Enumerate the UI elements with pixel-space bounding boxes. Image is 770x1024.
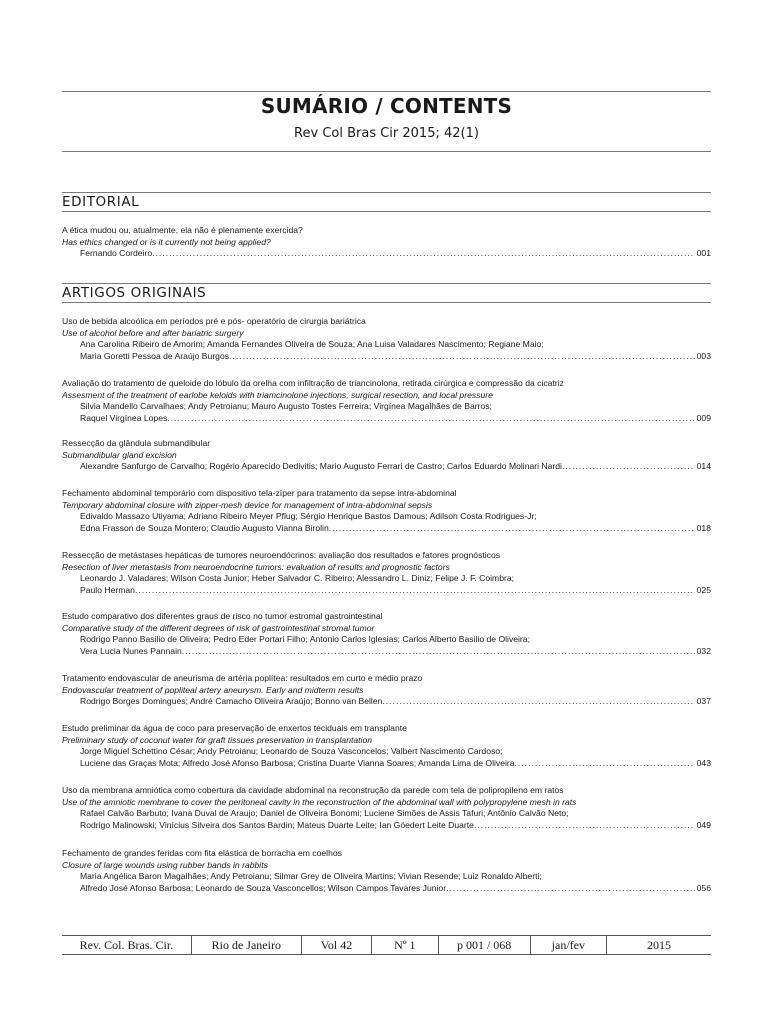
entry-page: 003 — [696, 350, 711, 361]
leader-dots — [446, 883, 695, 895]
entry-title-en: Use of the amniotic membrane to cover the peritoneal cavity in the reconstruction of the abdominal wall with polypropylene mesh in rats — [62, 796, 577, 807]
entry-authors: Alfredo José Afonso Barbosa; Leonardo de Souza Vasconcellos; Wilson Campos Tavares Junior — [80, 882, 447, 893]
articles-bottom-rule — [62, 302, 711, 303]
entry-authors: Alexandre Sanfurgo de Carvalho; Rogério Aparecido Dedivitis; Mario Augusto Ferrari de Castro; Carlos Eduardo Molinari Nardi — [80, 461, 562, 472]
entry-title-pt: Estudo comparativo dos diferentes graus de risco no tumor estromal gastrointestinal — [62, 611, 383, 621]
leader-dots — [474, 820, 695, 832]
editorial-bottom-rule — [62, 211, 711, 212]
leader-dots — [562, 461, 695, 473]
entry-authors: Vera Lucia Nunes Pannain — [80, 645, 182, 656]
entry-page: 009 — [696, 412, 711, 423]
top-rule — [62, 91, 711, 92]
footer-city: Rio de Janeiro — [191, 936, 301, 954]
entry-title-pt: Ressecção de metástases hepáticas de tumores neuroendócrinos: avaliação dos resultados e fatores prognósticos — [62, 550, 501, 560]
entry-title-pt: Uso de bebida alcoólica em períodos pré e pós- operatório de cirurgia bariátrica — [62, 316, 366, 326]
entry-title-en: Preliminary study of coconut water for graft tissues preservation in transplantation — [62, 734, 373, 745]
entry-page: 032 — [696, 645, 711, 656]
leader-dots — [182, 646, 695, 658]
header-bottom-rule — [62, 151, 711, 152]
entry-page: 037 — [696, 696, 711, 707]
journal-footer — [62, 935, 711, 955]
entry-page: 001 — [696, 248, 711, 259]
toc-entry — [62, 550, 711, 596]
entry-authors: Luciene das Graças Mota; Alfredo José Afonso Barbosa; Cristina Duarte Vianna Soares; Amanda Lima de Oliveira — [80, 757, 515, 768]
toc-entry — [62, 611, 711, 657]
leader-dots — [135, 585, 695, 597]
toc-entry — [62, 785, 711, 831]
toc-entry — [62, 673, 711, 708]
entry-page: 049 — [696, 819, 711, 830]
toc-entry — [62, 438, 711, 473]
editorial-top-rule — [62, 192, 711, 193]
footer-journal: Rev. Col. Bras. Cir. — [79, 937, 174, 952]
entry-title-pt: Avaliação do tratamento de queloide do lóbulo da orelha com infiltração de triancinolona, retirada cirúrgica e compressão da cicatriz — [62, 378, 564, 388]
entry-authors: Silvia Mandello Carvalhaes; Andy Petroianu; Mauro Augusto Tostes Ferreira; Virgínea Magalhães de Barros; — [80, 401, 492, 412]
leader-dots — [515, 758, 695, 770]
toc-entry — [62, 378, 711, 424]
entry-title-pt: Ressecção da glândula submandibular — [62, 438, 211, 448]
entry-authors: Ana Carolina Ribeiro de Amorim; Amanda Fernandes Oliveira de Souza; Ana Luisa Valadares Nascimento; Regiane Maio; — [80, 339, 544, 350]
leader-dots — [382, 696, 694, 708]
toc-entry — [62, 316, 711, 362]
toc-entry — [62, 723, 711, 769]
section-title-editorial: EDITORIAL — [62, 194, 140, 210]
footer-volume: Vol 42 — [301, 936, 371, 954]
entry-title-pt: Tratamento endovascular de aneurisma de artéria poplítea: resultados em curto e médio prazo — [62, 673, 423, 683]
entry-authors: Rafael Calvão Barbuto; Ivana Duval de Araujo; Daniel de Oliveira Bonomi; Luciene Simões de Assis Tafuri; Antônio Calvão Neto; — [80, 808, 569, 819]
entry-authors: Leonardo J. Valadares; Wilson Costa Junior; Heber Salvador C. Ribeiro; Alessandro L. Diniz; Felipe J. F. Coimbra; — [80, 573, 515, 584]
entry-title-en: Submandibular gland excision — [62, 449, 177, 460]
footer-number: Nº 1 — [371, 936, 437, 954]
entry-title-pt: Uso da membrana amniótica como cobertura da cavidade abdominal na reconstrução da parede com tela de polipropileno em ratos — [62, 785, 564, 795]
entry-page: 025 — [696, 584, 711, 595]
footer-months: jan/fev — [530, 936, 606, 954]
entry-page: 018 — [696, 522, 711, 533]
leader-dots — [229, 351, 695, 363]
entry-title-pt: A ética mudou ou, atualmente, ela não é plenamente exercida? — [62, 225, 303, 235]
entry-title-en: Closure of large wounds using rubber bands in rabbits — [62, 859, 268, 870]
toc-entry — [62, 225, 711, 260]
footer-year: 2015 — [606, 936, 711, 954]
entry-authors: Edna Frasson de Souza Montero; Claudio Augusto Vianna Birolin — [80, 522, 329, 533]
entry-authors: Rodrigo Panno Basilio de Oliveira; Pedro Eder Portari Filho; Antonio Carlos Iglesias; Carlos Alberto Basilio de Oliveira; — [80, 634, 530, 645]
entry-title-pt: Estudo preliminar da água de coco para preservação de enxertos teciduais em transplante — [62, 723, 407, 733]
entry-authors: Fernando Cordeiro — [80, 248, 153, 259]
entry-page: 056 — [696, 882, 711, 893]
entry-title-en: Comparative study of the different degrees of risk of gastrointestinal stromal tumor — [62, 622, 375, 633]
entry-title-en: Resection of liver metastasis from neuroendocrine tumors: evaluation of results and prognostic factors — [62, 561, 450, 572]
entry-title-pt: Fechamento de grandes feridas com fita elástica de borracha em coelhos — [62, 848, 342, 858]
entry-page: 014 — [696, 461, 711, 472]
toc-entry — [62, 848, 711, 894]
leader-dots — [152, 248, 695, 260]
entry-title-en: Assesment of the treatment of earlobe keloids with triamcinolone injections, surgical resection, and local pressure — [62, 389, 493, 400]
entry-authors: Raquel Virgínea Lopes — [80, 412, 168, 423]
entry-title-en: Has ethics changed or is it currently not being applied? — [62, 236, 271, 247]
entry-authors: Edivaldo Massazo Utiyama; Adriano Ribeiro Meyer Pflug; Sérgio Henrique Bastos Damous; Adilson Costa Rodrigues-Jr; — [80, 511, 537, 522]
articles-top-rule — [62, 283, 711, 284]
entry-authors: Jorge Miguel Schettino César; Andy Petroianu; Leonardo de Souza Vasconcelos; Valbert Nascimento Cardoso; — [80, 746, 503, 757]
journal-issue: Rev Col Bras Cir 2015; 42(1) — [294, 126, 479, 141]
leader-dots — [329, 523, 695, 535]
entry-authors: Rodrigo Malinowski; Vinícius Silveira dos Santos Bardin; Mateus Duarte Leite; Ian Göedert Leite Duarte — [80, 819, 474, 830]
entry-authors: Maria Angélica Baron Magalhães; Andy Petroianu; Silmar Grey de Oliveira Martins; Vivian Resende; Luiz Ronaldo Alberti; — [80, 871, 542, 882]
entry-authors: Paulo Herman — [80, 584, 135, 595]
entry-page: 043 — [696, 757, 711, 768]
entry-authors: Maria Goretti Pessoa de Araújo Burgos — [80, 350, 230, 361]
entry-title-en: Temporary abdominal closure with zipper-mesh device for management of intra-abdominal sepsis — [62, 499, 433, 510]
footer-pages: p 001 / 068 — [438, 936, 530, 954]
entry-title-en: Use of alcohol before and after bariatric surgery — [62, 327, 244, 338]
page-title: SUMÁRIO / CONTENTS — [260, 94, 513, 118]
toc-entry — [62, 488, 711, 534]
entry-authors: Rodrigo Borges Domingues; André Camacho Oliveira Araújo; Bonno van Bellen — [80, 696, 383, 707]
section-title-original-articles: ARTIGOS ORIGINAIS — [62, 285, 207, 301]
entry-title-en: Endovascular treatment of popliteal artery aneurysm. Early and midterm results — [62, 684, 364, 695]
entry-title-pt: Fechamento abdominal temporário com dispositivo tela-zíper para tratamento da sepse intra-abdominal — [62, 488, 457, 498]
leader-dots — [167, 413, 694, 425]
